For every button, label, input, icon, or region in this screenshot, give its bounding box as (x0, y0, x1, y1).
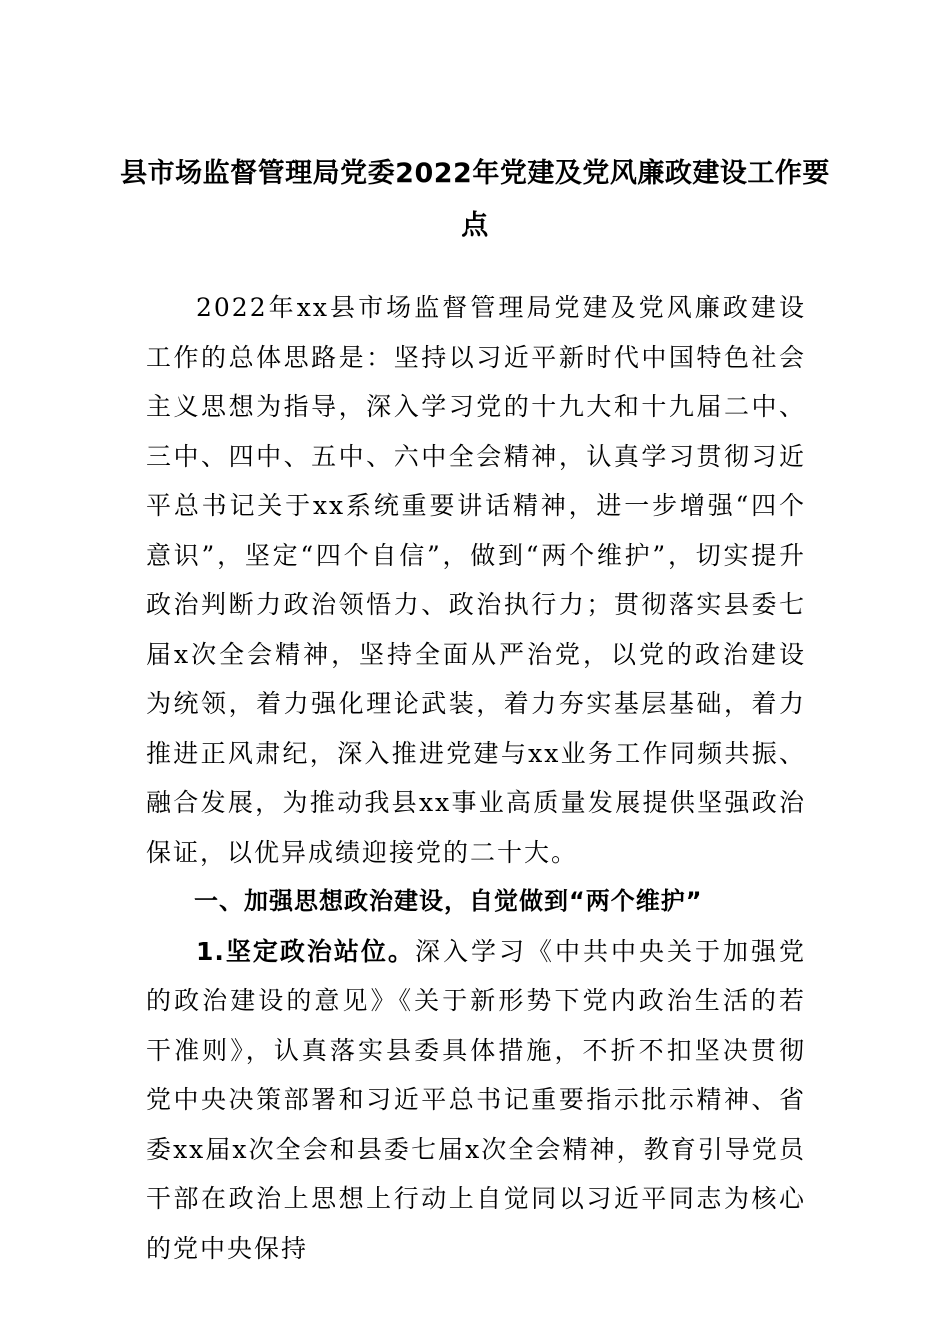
section-1-item-1-paragraph (146, 927, 806, 1274)
document-title: 县市场监督管理局党委2022年党建及党风廉政建设工作要点 (120, 158, 830, 241)
intro-paragraph: 2022年xx县市场监督管理局党建及党风廉政建设工作的总体思路是：坚持以习近平新时代中国特色社会主义思想为指导，深入学习党的十九大和十九届二中、三中、四中、五中、六中全会精神，认真学习贯彻习近平总书记关于xx系统重要讲话精神，进一步增强“四个意识”，坚定“四个自信”，做到“两个维护”，切实提升政治判断力政治领悟力、政治执行力；贯彻落实县委七届x次全会精神，坚持全面从严治党，以党的政治建设为统领，着力强化理论武装，着力夯实基层基础，着力推进正风肃纪，深入推进党建与xx业务工作同频共振、融合发展，为推动我县xx事业高质量发展提供坚强政治保证，以优异成绩迎接党的二十大。 (146, 293, 806, 867)
section-1-item-1-lead: 1.坚定政治站位。 (196, 936, 415, 966)
document-body (146, 283, 806, 1273)
section-heading-1: 一、加强思想政治建设，自觉做到“两个维护” (194, 887, 703, 915)
section-1-item-1-text: 深入学习《中共中央关于加强党的政治建设的意见》《关于新形势下党内政治生活的若干准则》，认真落实县委具体措施，不折不扣坚决贯彻党中央决策部署和习近平总书记重要指示批示精神、省委xx届x次全会和县委七届x次全会精神，教育引导党员干部在政治上思想上行动上自觉同以习近平同志为核心的党中央保持 (146, 936, 806, 1263)
